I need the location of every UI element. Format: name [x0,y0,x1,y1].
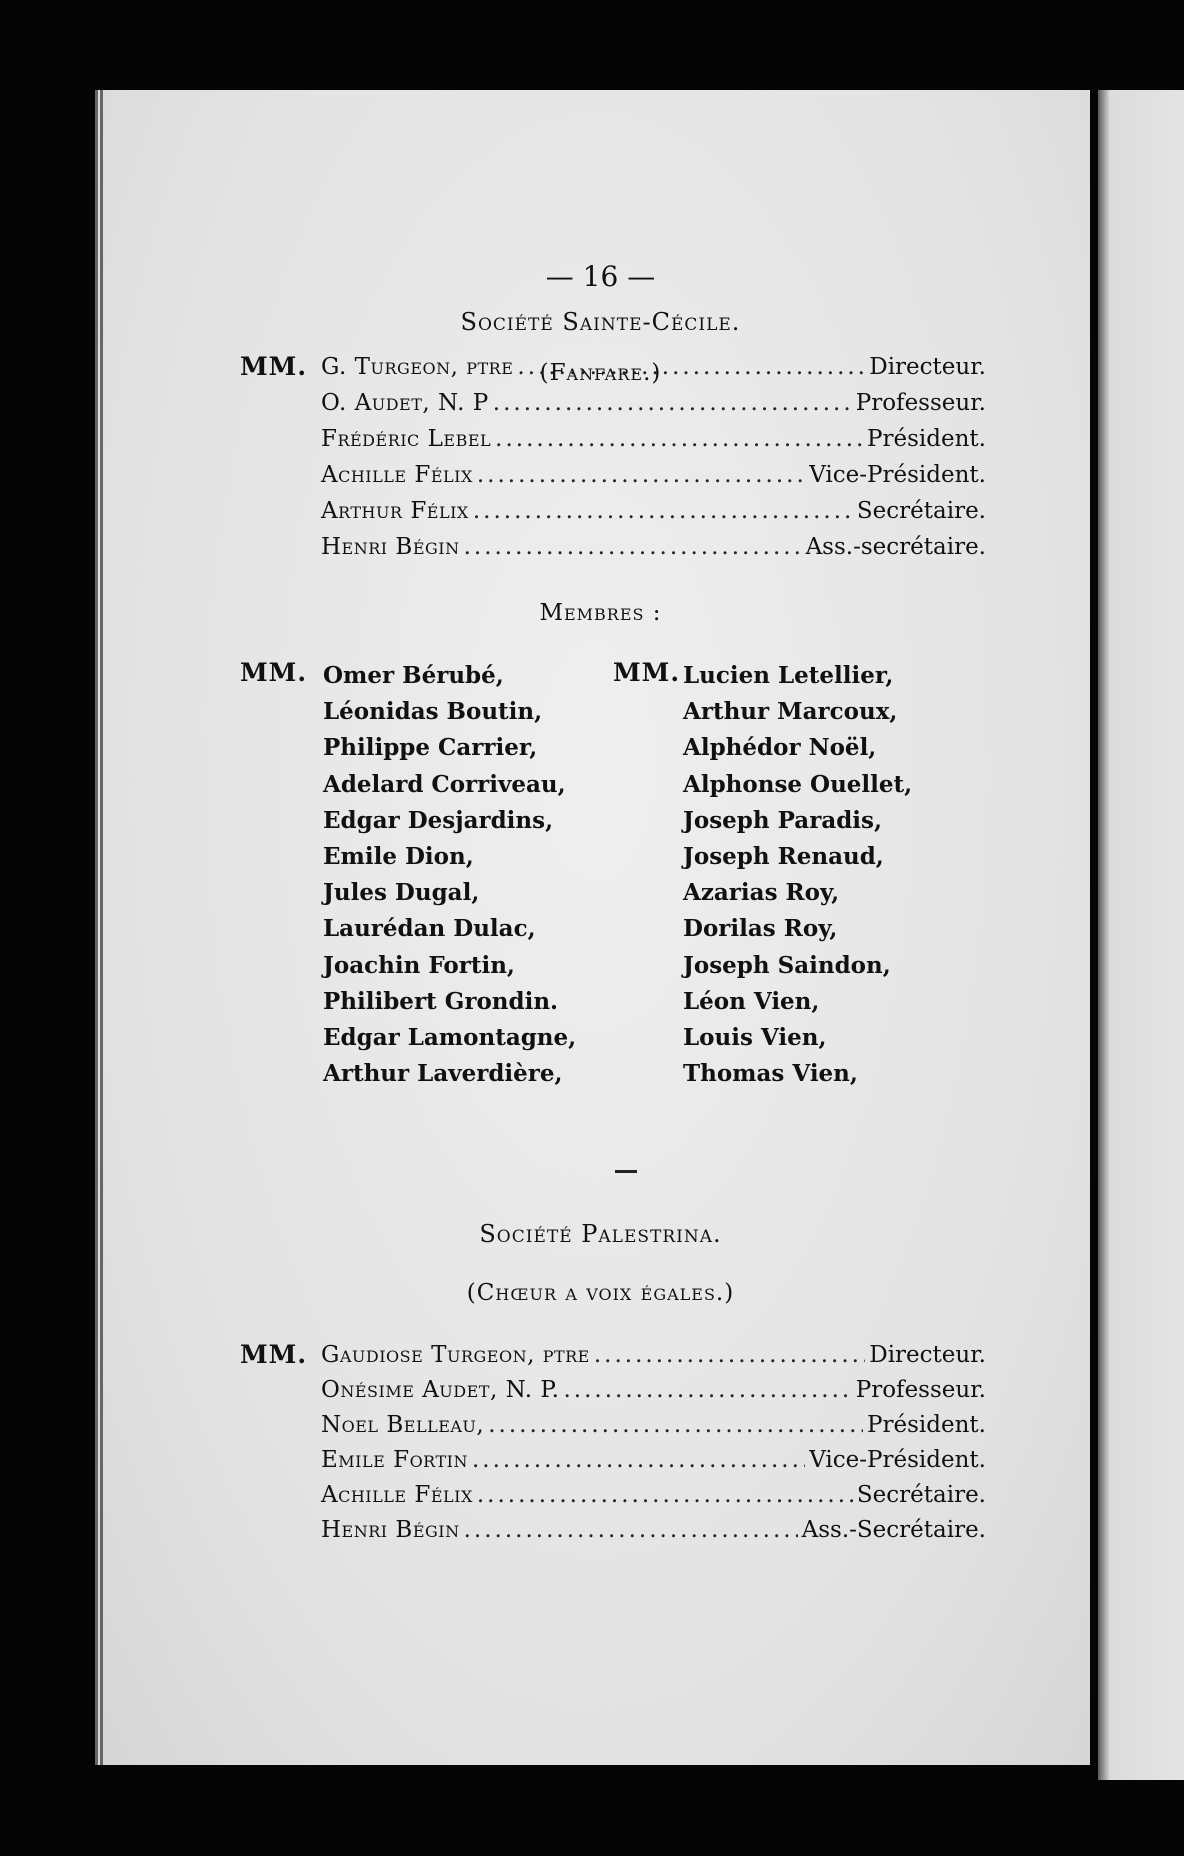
officers-mm-label: MM. [240,352,308,381]
officer-name: G. Turgeon, ptre [321,354,514,380]
leader-dots [477,1482,853,1508]
officer-row [321,1517,986,1553]
officer-role: Secrétaire. [856,498,986,524]
leader-dots [493,390,852,416]
page-number: — 16 — [545,260,656,293]
member-name: Edgar Desjardins, [323,806,554,834]
member-name: Arthur Laverdière, [323,1060,563,1088]
officer-role: Vice-Président. [809,1447,986,1473]
member-name: Arthur Marcoux, [683,698,898,726]
officer-role: Directeur. [869,354,986,380]
leader-dots [488,1412,863,1438]
officer-row [321,498,986,534]
member-name: Lucien Letellier, [683,662,894,689]
officer-name: Achille Félix [321,462,473,488]
officer-role: Vice-Président. [809,462,986,488]
section-separator [615,1170,637,1173]
officer-row [321,426,986,462]
member-name: Philippe Carrier, [323,734,538,762]
officer-role: Président. [867,1412,986,1438]
leader-dots [464,1517,798,1543]
officer-row [321,1412,986,1448]
officer-role: Secrétaire. [856,1482,986,1508]
member-name: Joseph Renaud, [683,843,884,871]
officer-row [321,462,986,498]
officer-row [321,390,986,426]
leader-dots [477,462,805,488]
officer-row [321,534,986,570]
officer-row [321,1447,986,1483]
officer-name: Noel Belleau, [321,1412,485,1438]
member-name: Louis Vien, [683,1024,827,1052]
officer-row [321,354,986,390]
member-name: Joseph Paradis, [683,806,882,834]
officer-role: Ass.-secrétaire. [805,534,986,560]
member-name: Laurédan Dulac, [323,915,536,943]
officer-name: Emile Fortin [321,1447,468,1473]
member-name: Thomas Vien, [683,1060,858,1088]
leader-dots [495,426,863,452]
members-right-mm-label: MM. [613,658,681,687]
officer-name: Achille Félix [321,1482,473,1508]
section-subtitle-choeur: (Chœur a voix égales.) [466,1280,735,1306]
leader-dots [472,1447,805,1473]
officer-name: Gaudiose Turgeon, ptre [321,1342,590,1368]
member-name: Adelard Corriveau, [323,770,566,798]
section-subtitle-fanfare: (Fanfare.) [539,360,662,386]
member-name: Philibert Grondin. [323,987,559,1015]
member-name: Jules Dugal, [323,879,480,907]
officer-row [321,1342,986,1378]
leader-dots [464,534,802,560]
officer-name: Henri Bégin [321,1517,460,1543]
member-name: Emile Dion, [323,843,474,871]
member-name: Edgar Lamontagne, [323,1024,577,1052]
officer-row [321,1482,986,1518]
member-name: Joachin Fortin, [323,951,515,979]
leader-dots [594,1342,865,1368]
member-name: Azarias Roy, [683,879,840,907]
officer-name: Onésime Audet, N. P. [321,1377,560,1403]
officer-name: Henri Bégin [321,534,460,560]
member-name: Omer Bérubé, [323,662,504,689]
members-left-column [323,658,576,1092]
officer-row [321,1377,986,1413]
officer-role: Professeur. [855,1377,986,1403]
leader-dots [564,1377,852,1403]
officer-name: O. Audet, N. P [321,390,489,416]
officer-role: Président. [867,426,986,452]
officers-mm-label: MM. [240,1340,308,1369]
member-name: Léon Vien, [683,987,820,1015]
member-name: Joseph Saindon, [683,951,891,979]
members-heading: Membres : [539,600,662,626]
officer-role: Ass.-Secrétaire. [801,1517,986,1543]
officer-name: Arthur Félix [321,498,469,524]
member-name: Léonidas Boutin, [323,698,543,726]
book-page [95,90,1090,1765]
officer-role: Directeur. [869,1342,986,1368]
section-title-sainte-cecile: Société Sainte-Cécile. [460,308,741,336]
members-left-mm-label: MM. [240,658,308,687]
officer-role: Professeur. [855,390,986,416]
leader-dots [517,354,865,380]
member-name: Dorilas Roy, [683,915,838,943]
member-name: Alphonse Ouellet, [683,770,913,798]
member-name: Alphédor Noël, [683,734,877,762]
adjacent-page-edge [1098,90,1184,1780]
section-title-palestrina: Société Palestrina. [479,1220,722,1248]
members-right-column [683,658,912,1092]
officer-name: Frédéric Lebel [321,426,492,452]
leader-dots [473,498,853,524]
